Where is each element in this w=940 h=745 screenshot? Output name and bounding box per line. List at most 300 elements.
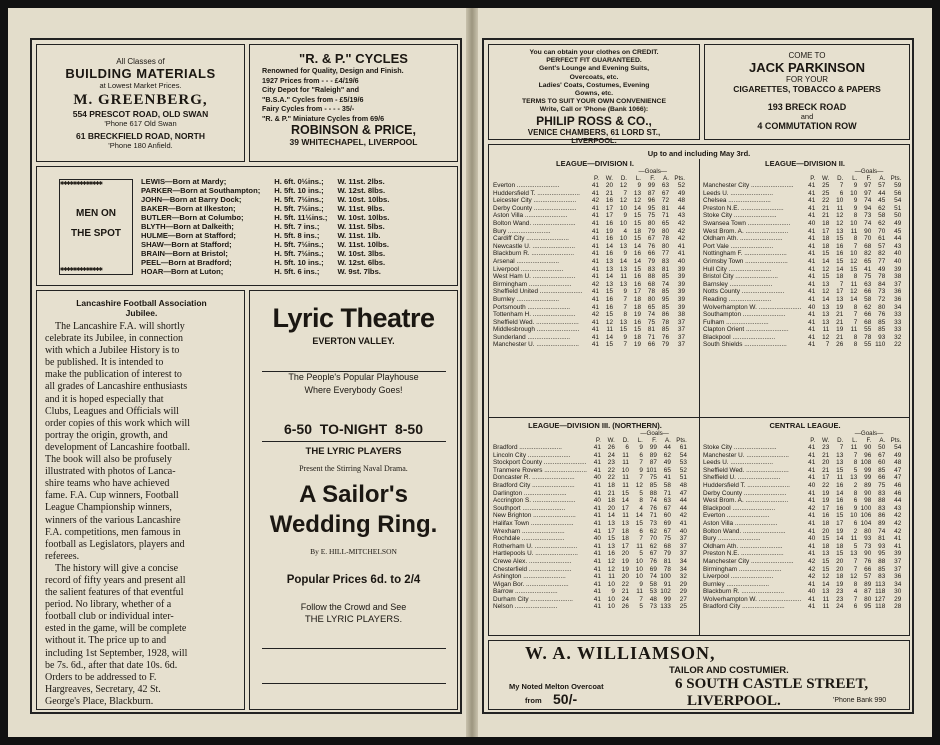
stat-cell: 44	[663, 444, 671, 451]
stat-cell: 17	[621, 504, 629, 512]
greenberg-line-1: All Classes of	[116, 57, 165, 66]
lyric-author: By E. HILL-MITCHELSON	[310, 547, 397, 556]
stat-cell: 7	[853, 557, 858, 565]
stat-cell: 19	[836, 326, 844, 334]
ross-line-1: You can obtain your clothes on CREDIT.	[529, 49, 659, 56]
spot-height: H. 5ft. 7½ins.;	[274, 249, 324, 258]
stat-cell: 19	[822, 497, 830, 505]
table-row	[703, 482, 901, 490]
stat-cell: 14	[822, 580, 830, 588]
stat-cell: 89	[649, 451, 657, 459]
team-name: Liverpool ........................	[493, 265, 564, 273]
table-row	[703, 197, 901, 205]
table-row	[703, 474, 901, 482]
stat-cell: 15	[605, 288, 613, 296]
spot-row	[141, 240, 399, 249]
stat-cell: 85	[878, 318, 886, 326]
stat-cell: 11	[822, 603, 830, 611]
table-row	[703, 304, 901, 312]
table-row	[703, 281, 901, 289]
team-name: Tottenham H. ........................	[493, 311, 576, 319]
header-col: Pts.	[676, 437, 687, 444]
stat-cell: 9	[853, 204, 858, 212]
stat-cell: 16	[605, 235, 613, 243]
stat-cell: 41	[808, 189, 816, 197]
stat-cell: 118	[875, 588, 886, 596]
table-row	[493, 452, 687, 460]
stat-cell: 9	[623, 333, 627, 341]
team-name: Derby County ........................	[703, 489, 787, 497]
left-page	[30, 38, 462, 714]
stat-cell: 57	[864, 573, 872, 581]
stat-cell: 66	[864, 288, 872, 296]
stat-cell: 78	[663, 565, 671, 573]
stat-cell: 87	[649, 459, 657, 467]
team-name: Bury ........................	[703, 535, 761, 543]
table-row	[703, 596, 901, 604]
team-name: Blackburn R. ........................	[493, 250, 574, 258]
table-row	[703, 543, 901, 551]
stat-cell: 24	[621, 595, 629, 603]
stat-cell: 17	[836, 519, 844, 527]
stat-cell: 11	[836, 204, 844, 212]
stat-cell: 41	[593, 573, 601, 581]
stat-cell: 5	[639, 603, 643, 611]
table-row	[703, 603, 901, 611]
spot-row	[141, 177, 399, 186]
table-row	[493, 228, 685, 236]
stat-cell: 8	[853, 580, 858, 588]
stat-cell: 41	[593, 504, 601, 512]
stat-cell: 99	[649, 444, 657, 451]
stat-cell: 85	[661, 326, 669, 334]
stat-cell: 74	[661, 280, 669, 288]
lyric-rule-4	[262, 683, 446, 684]
spot-table	[141, 177, 399, 276]
team-name: Arsenal ........................	[493, 257, 560, 265]
stat-cell: 29	[894, 595, 902, 603]
stat-cell: 17	[605, 204, 613, 212]
team-name: Halifax Town ........................	[493, 519, 574, 527]
stat-cell: 41	[591, 189, 599, 197]
team-name: New Brighton ........................	[493, 512, 576, 520]
stat-cell: 9	[639, 580, 643, 588]
stat-cell: 25	[822, 189, 830, 197]
stat-cell: 10	[635, 557, 643, 565]
lancs-line: League Championship winners,	[45, 502, 172, 514]
table-row	[493, 482, 687, 490]
stat-cell: 81	[661, 204, 669, 212]
williamson-address-2: LIVERPOOL.	[687, 693, 781, 709]
table-row	[703, 235, 901, 243]
stat-cell: 94	[864, 204, 872, 212]
stat-cell: 13	[836, 295, 844, 303]
stat-cell: 36	[894, 288, 902, 296]
stat-cell: 98	[864, 497, 872, 505]
table-row	[703, 566, 901, 574]
lancs-line: be published. It is intended to	[45, 357, 164, 369]
spot-weight: W. 12st. 6lbs.	[337, 258, 386, 267]
stat-cell: 41	[808, 273, 816, 281]
stat-cell: 41	[593, 512, 601, 520]
stat-cell: 13	[822, 318, 830, 326]
stat-cell: 70	[864, 235, 872, 243]
stat-cell: 42	[894, 527, 902, 535]
table-row	[703, 258, 901, 266]
stat-cell: 41	[864, 265, 872, 273]
table-row	[493, 212, 685, 220]
stat-cell: 100	[660, 573, 671, 581]
header-col: A.	[665, 437, 671, 444]
team-name: Wolverhampton W. ........................	[703, 303, 802, 311]
stat-cell: 7	[839, 280, 844, 288]
stat-cell: 40	[808, 535, 816, 543]
stat-cell: 40	[808, 481, 816, 489]
team-name: Bristol City ........................	[703, 273, 778, 281]
stat-cell: 15	[607, 535, 615, 543]
stat-cell: 13	[822, 303, 830, 311]
stat-cell: 110	[875, 341, 886, 349]
stat-cell: 15	[836, 257, 844, 265]
stat-cell: 99	[864, 466, 872, 474]
stat-cell: 41	[808, 288, 816, 296]
spot-height: H. 5ft. 8 ins.;	[274, 231, 320, 240]
stat-cell: 58	[649, 580, 657, 588]
table-row	[493, 220, 685, 228]
team-name: Oldham Ath. ........................	[703, 542, 783, 550]
team-name: Burnley ........................	[493, 295, 560, 303]
stat-cell: 50	[894, 212, 902, 220]
lyric-tonight: TO-NIGHT	[319, 421, 388, 437]
stat-cell: 7	[853, 311, 858, 319]
stat-cell: 85	[878, 565, 886, 573]
header-col: F.	[652, 437, 657, 444]
stat-cell: 41	[677, 250, 685, 258]
stat-cell: 7	[639, 459, 643, 467]
stat-cell: 16	[605, 219, 613, 227]
stat-cell: 18	[836, 542, 844, 550]
stat-cell: 41	[593, 481, 601, 489]
stat-cell: 90	[864, 550, 872, 558]
stat-cell: 49	[663, 459, 671, 467]
williamson-trade: TAILOR AND COSTUMIER.	[669, 665, 789, 676]
lyric-follow-players: THE LYRIC PLAYERS.	[304, 614, 403, 625]
spot-height: H. 5ft. 6 ins.;	[274, 267, 320, 276]
stat-cell: 33	[894, 326, 902, 334]
team-name: Tranmere Rovers ........................	[493, 466, 587, 474]
spot-player: BRAIN—Born at Bristol;	[141, 249, 228, 258]
stat-cell: 54	[894, 197, 902, 205]
team-name: Wigan Bor. ........................	[493, 580, 569, 588]
stat-cell: 13	[605, 265, 613, 273]
stat-cell: 73	[649, 603, 657, 611]
lancs-line: football club or individual inter-	[45, 611, 174, 623]
header-col: Pts.	[890, 437, 902, 444]
stat-cell: 11	[622, 474, 629, 482]
stat-cell: 13	[836, 459, 844, 467]
stat-cell: 43	[894, 242, 902, 250]
stat-cell: 41	[808, 489, 816, 497]
stat-cell: 40	[808, 303, 816, 311]
stat-cell: 21	[836, 311, 844, 319]
ross-city: LIVERPOOL.	[571, 136, 617, 145]
header-col: A.	[879, 437, 886, 444]
team-name: Barrow ........................	[493, 588, 558, 596]
stat-cell: 60	[878, 459, 886, 467]
stat-cell: 67	[878, 451, 886, 459]
header-col: P.	[595, 437, 601, 444]
lancs-line: all grades of Lancashire enthusiasts	[45, 381, 188, 393]
stat-cell: 29	[679, 588, 687, 596]
ross-line-6: Gowns, etc.	[574, 90, 614, 98]
lyric-title: Lyric Theatre	[272, 303, 435, 333]
stat-cell: 4	[853, 588, 858, 596]
stat-cell: 85	[649, 481, 657, 489]
stat-cell: 15	[822, 273, 830, 281]
stat-cell: 80	[661, 227, 669, 235]
stat-cell: 41	[808, 451, 816, 459]
stat-cell: 41	[808, 595, 816, 603]
stat-cell: 53	[679, 459, 687, 467]
spot-height: H. 5ft. 10 ins.;	[274, 258, 324, 267]
team-name: Reading ........................	[703, 295, 772, 303]
stat-cell: 95	[647, 204, 655, 212]
team-name: Leeds U. ........................	[703, 189, 773, 197]
stat-cell: 77	[661, 250, 669, 258]
stat-cell: 13	[619, 280, 627, 288]
stat-cell: 41	[591, 303, 599, 311]
stat-cell: 22	[822, 481, 830, 489]
table-row	[703, 497, 901, 505]
stat-cell: 23	[836, 588, 844, 596]
stat-cell: 10	[619, 235, 627, 243]
table-row	[493, 190, 685, 198]
lyric-time-2: 8-50	[394, 421, 424, 437]
stat-cell: 14	[633, 257, 641, 265]
stat-cell: 8	[853, 459, 858, 467]
stat-cell: 78	[647, 288, 655, 296]
stat-cell: 20	[605, 182, 613, 189]
stat-cell: 62	[649, 527, 657, 535]
stat-cell: 42	[808, 557, 816, 565]
team-name: Wolverhampton W. ........................	[703, 595, 802, 603]
stat-cell: 19	[836, 580, 844, 588]
stat-cell: 71	[647, 333, 655, 341]
lancs-title: Lancashire Football Association	[76, 298, 207, 308]
lyric-play-line-2: Wedding Ring.	[269, 511, 438, 538]
stat-cell: 11	[850, 280, 858, 288]
stat-cell: 83	[647, 265, 655, 273]
stat-cell: 15	[619, 326, 627, 334]
stat-cell: 102	[660, 588, 671, 596]
stat-cell: 41	[593, 489, 601, 497]
stat-cell: 85	[661, 273, 669, 281]
stat-cell: 15	[836, 512, 844, 520]
header-col: L.	[852, 437, 858, 444]
stat-cell: 12	[605, 318, 613, 326]
stat-cell: 75	[647, 212, 655, 220]
spot-height: H. 5ft. 10 ins.;	[274, 186, 324, 195]
goals-label: —Goals—	[854, 430, 884, 437]
table-row	[493, 588, 687, 596]
cycles-line-5: "B.S.A." Cycles from - £5/19/6	[262, 94, 364, 104]
stat-cell: 7	[839, 182, 844, 189]
stat-cell: 47	[679, 489, 687, 497]
central-league-title: CENTRAL LEAGUE.	[769, 421, 841, 430]
stat-cell: 2	[853, 527, 858, 535]
lancs-line: period. No library, whether of a	[45, 599, 172, 611]
stat-cell: 79	[647, 227, 655, 235]
stat-cell: 19	[836, 303, 844, 311]
stat-cell: 15	[633, 212, 641, 220]
stat-cell: 15	[822, 565, 830, 573]
stat-cell: 37	[894, 557, 902, 565]
stat-cell: 41	[808, 227, 816, 235]
stat-cell: 37	[677, 333, 685, 341]
team-name: Stockport County ........................	[493, 459, 587, 467]
stat-cell: 10	[850, 189, 858, 197]
stat-cell: 74	[864, 197, 872, 205]
stat-cell: 39	[894, 265, 902, 273]
team-name: Lincoln City ........................	[493, 451, 571, 459]
table-row	[493, 281, 685, 289]
stat-cell: 10	[607, 595, 615, 603]
stat-cell: 93	[878, 542, 886, 550]
table-row	[493, 550, 687, 558]
stat-cell: 71	[661, 212, 669, 220]
stat-cell: 89	[864, 580, 872, 588]
spot-title-line-1: MEN ON	[76, 208, 116, 219]
stat-cell: 7	[623, 295, 627, 303]
stat-cell: 61	[878, 235, 886, 243]
stat-cell: 48	[679, 481, 687, 489]
stat-cell: 17	[836, 288, 844, 296]
stat-cell: 15	[605, 311, 613, 319]
stat-cell: 13	[836, 451, 844, 459]
stat-cell: 23	[822, 444, 830, 451]
stat-cell: 80	[878, 303, 886, 311]
stat-cell: 41	[808, 242, 816, 250]
table-row	[493, 243, 685, 251]
stat-cell: 73	[878, 288, 886, 296]
stat-cell: 2	[853, 481, 858, 489]
spot-player: SHAW—Born at Stafford;	[141, 240, 232, 249]
team-name: Derby County ........................	[493, 204, 577, 212]
stat-cell: 39	[677, 288, 685, 296]
lancs-line: without it. The price up to and	[45, 635, 167, 647]
table-row	[703, 182, 901, 190]
team-name: Southport ........................	[493, 504, 566, 512]
stat-cell: 80	[647, 219, 655, 227]
table-row	[493, 182, 685, 190]
cycles-advert	[249, 44, 458, 162]
stat-cell: 11	[636, 588, 643, 596]
central-league-table	[703, 430, 901, 611]
table-row	[493, 566, 687, 574]
stat-cell: 12	[822, 333, 830, 341]
stat-cell: 15	[822, 535, 830, 543]
stat-cell: 7	[853, 565, 858, 573]
stat-cell: 41	[894, 542, 902, 550]
lyric-people-line: The People's Popular Playhouse	[288, 372, 419, 382]
team-name: Grimsby Town ........................	[703, 257, 788, 265]
stat-cell: 74	[647, 311, 655, 319]
team-name: Port Vale ........................	[703, 242, 774, 250]
stat-cell: 15	[633, 235, 641, 243]
stat-cell: 16	[836, 242, 844, 250]
stat-cell: 7	[839, 444, 844, 451]
stat-cell: 67	[647, 235, 655, 243]
stat-cell: 41	[593, 527, 601, 535]
stat-cell: 41	[593, 542, 601, 550]
stat-cell: 21	[607, 489, 615, 497]
table-row	[703, 528, 901, 536]
stat-cell: 9	[623, 250, 627, 258]
stat-cell: 70	[649, 535, 657, 543]
stat-cell: 67	[661, 189, 669, 197]
table-row	[493, 467, 687, 475]
stat-cell: 20	[822, 459, 830, 467]
stat-cell: 12	[822, 573, 830, 581]
central-league	[703, 421, 907, 611]
ross-line-4: Overcoats, etc.	[569, 73, 619, 81]
stat-cell: 8	[853, 333, 858, 341]
stat-cell: 69	[663, 519, 671, 527]
table-row	[703, 558, 901, 566]
lyric-play-line-1: A Sailor's	[299, 481, 408, 508]
spot-border-top: ✱✱✱✱✱✱✱✱✱✱✱✱✱	[60, 180, 102, 188]
stat-cell: 7	[623, 189, 627, 197]
league-tables	[488, 144, 910, 636]
table-row	[703, 288, 901, 296]
stat-cell: 90	[864, 227, 872, 235]
stat-cell: 9	[637, 182, 641, 189]
team-name: Bury ........................	[493, 227, 551, 235]
stat-cell: 44	[679, 504, 687, 512]
stat-cell: 7	[639, 474, 643, 482]
stat-cell: 42	[591, 280, 599, 288]
lyric-rule-2	[262, 441, 446, 442]
spot-weight: W. 11st. 10lbs.	[337, 240, 389, 249]
stat-cell: 41	[591, 227, 599, 235]
stat-cell: 41	[591, 295, 599, 303]
stat-cell: 16	[633, 280, 641, 288]
table-row	[493, 273, 685, 281]
stat-cell: 85	[878, 326, 886, 334]
stat-cell: 41	[591, 288, 599, 296]
team-name: Manchester U. ........................	[493, 341, 579, 349]
header-team	[703, 175, 801, 182]
stat-cell: 15	[822, 557, 830, 565]
stat-cell: 19	[633, 341, 641, 349]
stat-cell: 41	[591, 341, 599, 349]
stat-cell: 24	[836, 603, 844, 611]
stat-cell: 42	[677, 227, 685, 235]
lancs-line: make the publication of interest to	[45, 369, 182, 381]
stat-cell: 17	[822, 474, 830, 482]
table-row	[493, 288, 685, 296]
spot-row	[141, 213, 399, 222]
stat-cell: 41	[663, 474, 671, 482]
stat-cell: 11	[822, 595, 830, 603]
stat-cell: 15	[621, 489, 629, 497]
spot-weight: W. 10st. 3lbs.	[337, 249, 386, 258]
stat-cell: 19	[605, 227, 613, 235]
stat-cell: 82	[878, 250, 886, 258]
stat-cell: 17	[621, 542, 629, 550]
stat-cell: 66	[864, 565, 872, 573]
lancs-line: George's Place, Blackburn.	[45, 695, 154, 707]
